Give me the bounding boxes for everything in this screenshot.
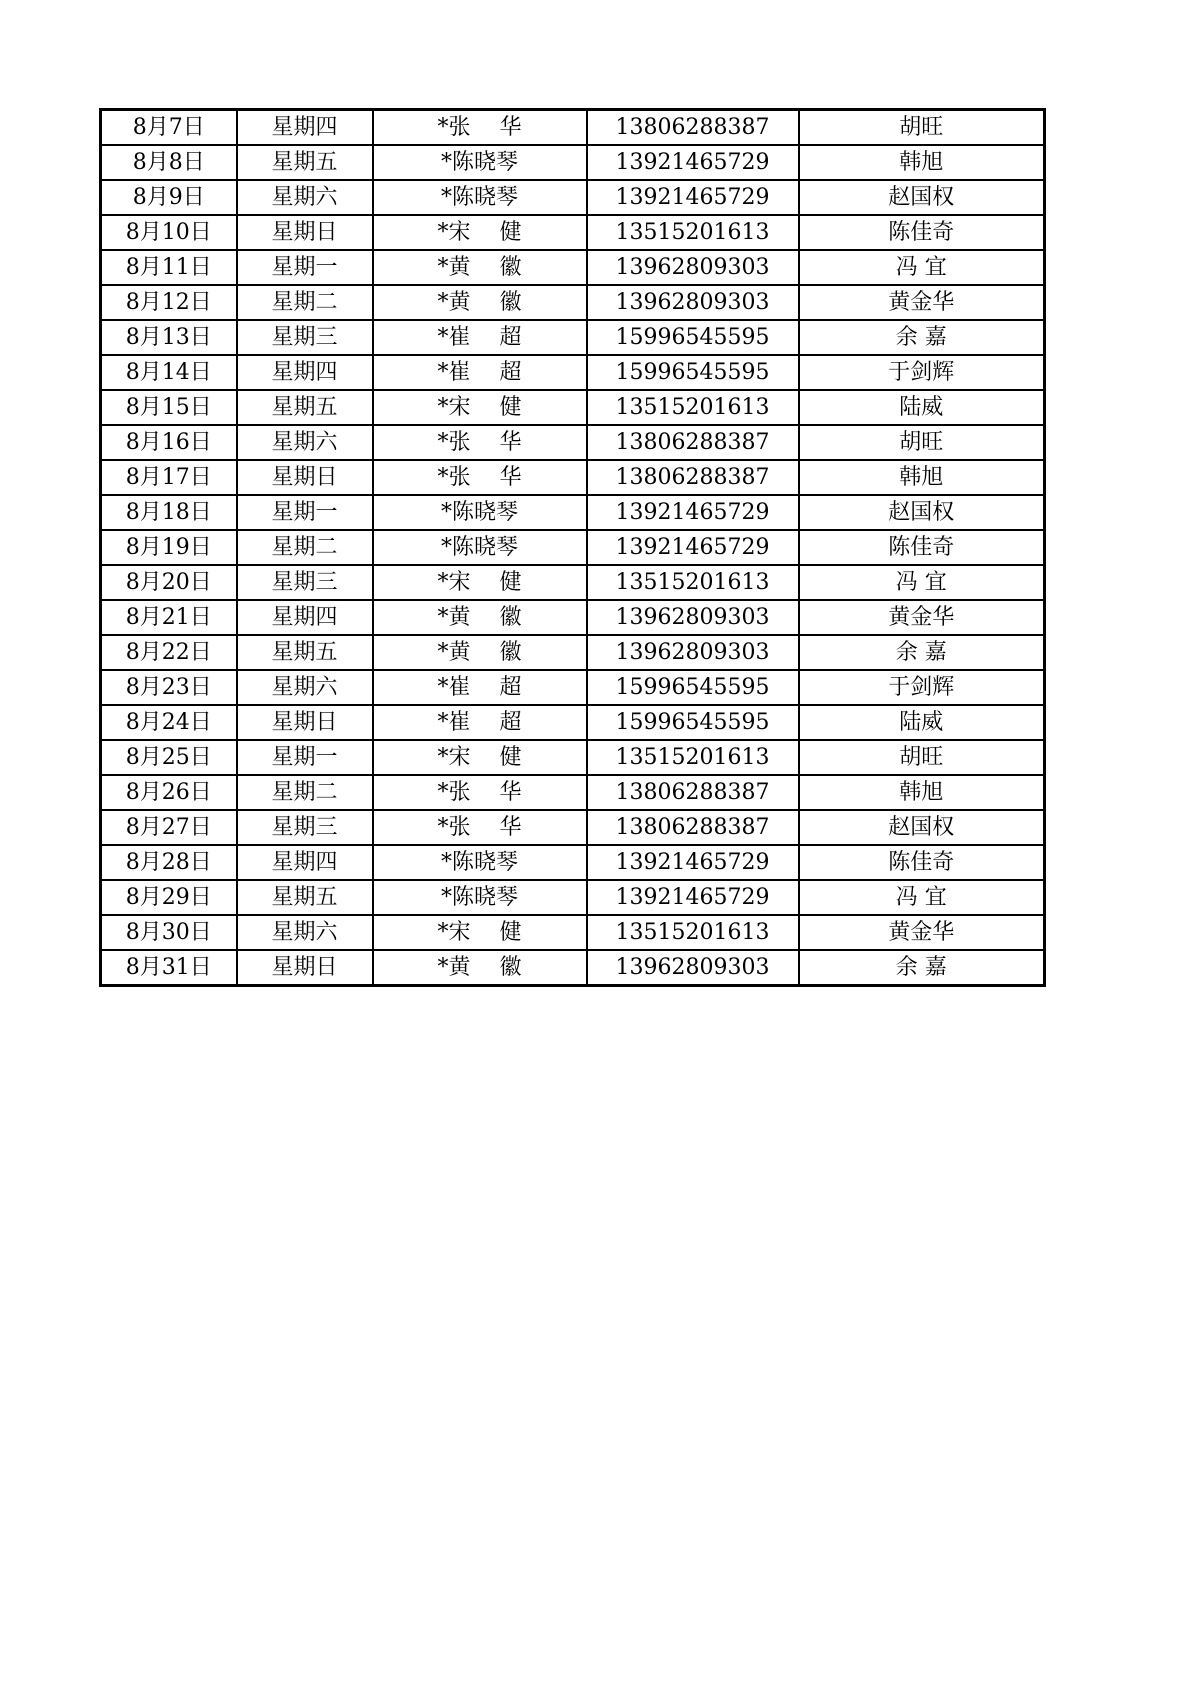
staff-cell: 余 嘉 (799, 635, 1045, 670)
date-cell: 8月11日 (101, 250, 237, 285)
table-row (101, 495, 1045, 530)
weekday-cell: 星期五 (237, 390, 373, 425)
leader-cell: *陈晓琴 (373, 145, 587, 180)
table-row (101, 145, 1045, 180)
weekday-cell: 星期四 (237, 845, 373, 880)
phone-cell: 13806288387 (587, 775, 799, 810)
table-row (101, 460, 1045, 495)
leader-cell: *崔 超 (373, 705, 587, 740)
leader-cell: *陈晓琴 (373, 530, 587, 565)
date-cell: 8月29日 (101, 880, 237, 915)
table-row (101, 180, 1045, 215)
weekday-cell: 星期六 (237, 180, 373, 215)
staff-cell: 韩旭 (799, 775, 1045, 810)
weekday-cell: 星期日 (237, 950, 373, 986)
staff-cell: 冯 宜 (799, 250, 1045, 285)
leader-cell: *崔 超 (373, 320, 587, 355)
phone-cell: 13515201613 (587, 740, 799, 775)
weekday-cell: 星期日 (237, 460, 373, 495)
phone-cell: 13962809303 (587, 285, 799, 320)
weekday-cell: 星期二 (237, 530, 373, 565)
weekday-cell: 星期一 (237, 495, 373, 530)
staff-cell: 赵国权 (799, 495, 1045, 530)
date-cell: 8月10日 (101, 215, 237, 250)
date-cell: 8月8日 (101, 145, 237, 180)
date-cell: 8月25日 (101, 740, 237, 775)
phone-cell: 13515201613 (587, 390, 799, 425)
phone-cell: 13515201613 (587, 215, 799, 250)
phone-cell: 15996545595 (587, 355, 799, 390)
table-row (101, 110, 1045, 146)
duty-roster-table (99, 108, 1046, 987)
staff-cell: 胡旺 (799, 425, 1045, 460)
staff-cell: 赵国权 (799, 180, 1045, 215)
leader-cell: *崔 超 (373, 670, 587, 705)
staff-cell: 冯 宜 (799, 880, 1045, 915)
weekday-cell: 星期六 (237, 915, 373, 950)
date-cell: 8月23日 (101, 670, 237, 705)
staff-cell: 于剑辉 (799, 670, 1045, 705)
staff-cell: 赵国权 (799, 810, 1045, 845)
weekday-cell: 星期日 (237, 705, 373, 740)
table-row (101, 950, 1045, 986)
phone-cell: 13962809303 (587, 635, 799, 670)
date-cell: 8月30日 (101, 915, 237, 950)
staff-cell: 韩旭 (799, 460, 1045, 495)
staff-cell: 陆威 (799, 390, 1045, 425)
phone-cell: 13921465729 (587, 530, 799, 565)
date-cell: 8月19日 (101, 530, 237, 565)
date-cell: 8月28日 (101, 845, 237, 880)
table-row (101, 915, 1045, 950)
date-cell: 8月7日 (101, 110, 237, 146)
leader-cell: *黄 徽 (373, 635, 587, 670)
weekday-cell: 星期一 (237, 250, 373, 285)
table-row (101, 740, 1045, 775)
weekday-cell: 星期三 (237, 320, 373, 355)
staff-cell: 陆威 (799, 705, 1045, 740)
phone-cell: 13962809303 (587, 250, 799, 285)
table-row (101, 215, 1045, 250)
weekday-cell: 星期五 (237, 880, 373, 915)
leader-cell: *陈晓琴 (373, 845, 587, 880)
date-cell: 8月16日 (101, 425, 237, 460)
phone-cell: 13806288387 (587, 110, 799, 146)
staff-cell: 冯 宜 (799, 565, 1045, 600)
phone-cell: 13962809303 (587, 950, 799, 986)
date-cell: 8月13日 (101, 320, 237, 355)
weekday-cell: 星期一 (237, 740, 373, 775)
table-row (101, 670, 1045, 705)
table-row (101, 845, 1045, 880)
table-row (101, 705, 1045, 740)
staff-cell: 陈佳奇 (799, 845, 1045, 880)
phone-cell: 13962809303 (587, 600, 799, 635)
staff-cell: 胡旺 (799, 740, 1045, 775)
leader-cell: *陈晓琴 (373, 495, 587, 530)
date-cell: 8月31日 (101, 950, 237, 986)
table-row (101, 390, 1045, 425)
date-cell: 8月21日 (101, 600, 237, 635)
leader-cell: *张 华 (373, 425, 587, 460)
roster-body (101, 110, 1045, 986)
phone-cell: 13921465729 (587, 880, 799, 915)
staff-cell: 韩旭 (799, 145, 1045, 180)
phone-cell: 13515201613 (587, 915, 799, 950)
table-row (101, 250, 1045, 285)
leader-cell: *陈晓琴 (373, 880, 587, 915)
phone-cell: 15996545595 (587, 670, 799, 705)
phone-cell: 13806288387 (587, 810, 799, 845)
leader-cell: *宋 健 (373, 390, 587, 425)
leader-cell: *黄 徽 (373, 600, 587, 635)
weekday-cell: 星期六 (237, 425, 373, 460)
table-row (101, 425, 1045, 460)
table-row (101, 600, 1045, 635)
phone-cell: 13806288387 (587, 460, 799, 495)
weekday-cell: 星期四 (237, 600, 373, 635)
phone-cell: 13921465729 (587, 495, 799, 530)
phone-cell: 15996545595 (587, 705, 799, 740)
leader-cell: *宋 健 (373, 915, 587, 950)
date-cell: 8月26日 (101, 775, 237, 810)
leader-cell: *黄 徽 (373, 950, 587, 986)
weekday-cell: 星期日 (237, 215, 373, 250)
date-cell: 8月27日 (101, 810, 237, 845)
weekday-cell: 星期四 (237, 355, 373, 390)
leader-cell: *宋 健 (373, 740, 587, 775)
leader-cell: *宋 健 (373, 565, 587, 600)
staff-cell: 黄金华 (799, 915, 1045, 950)
weekday-cell: 星期三 (237, 810, 373, 845)
staff-cell: 黄金华 (799, 600, 1045, 635)
leader-cell: *张 华 (373, 110, 587, 146)
table-row (101, 355, 1045, 390)
staff-cell: 余 嘉 (799, 320, 1045, 355)
staff-cell: 陈佳奇 (799, 215, 1045, 250)
date-cell: 8月20日 (101, 565, 237, 600)
phone-cell: 13921465729 (587, 145, 799, 180)
phone-cell: 13515201613 (587, 565, 799, 600)
date-cell: 8月18日 (101, 495, 237, 530)
table-row (101, 565, 1045, 600)
table-row (101, 635, 1045, 670)
weekday-cell: 星期二 (237, 285, 373, 320)
leader-cell: *张 华 (373, 460, 587, 495)
table-row (101, 285, 1045, 320)
weekday-cell: 星期六 (237, 670, 373, 705)
phone-cell: 13921465729 (587, 180, 799, 215)
date-cell: 8月14日 (101, 355, 237, 390)
date-cell: 8月12日 (101, 285, 237, 320)
staff-cell: 陈佳奇 (799, 530, 1045, 565)
leader-cell: *黄 徽 (373, 250, 587, 285)
weekday-cell: 星期四 (237, 110, 373, 146)
staff-cell: 于剑辉 (799, 355, 1045, 390)
date-cell: 8月24日 (101, 705, 237, 740)
staff-cell: 胡旺 (799, 110, 1045, 146)
table-row (101, 320, 1045, 355)
phone-cell: 13806288387 (587, 425, 799, 460)
leader-cell: *张 华 (373, 810, 587, 845)
date-cell: 8月9日 (101, 180, 237, 215)
leader-cell: *张 华 (373, 775, 587, 810)
weekday-cell: 星期五 (237, 635, 373, 670)
phone-cell: 13921465729 (587, 845, 799, 880)
leader-cell: *黄 徽 (373, 285, 587, 320)
leader-cell: *宋 健 (373, 215, 587, 250)
staff-cell: 黄金华 (799, 285, 1045, 320)
leader-cell: *崔 超 (373, 355, 587, 390)
date-cell: 8月15日 (101, 390, 237, 425)
staff-cell: 余 嘉 (799, 950, 1045, 986)
date-cell: 8月22日 (101, 635, 237, 670)
table-row (101, 880, 1045, 915)
table-row (101, 775, 1045, 810)
weekday-cell: 星期五 (237, 145, 373, 180)
weekday-cell: 星期三 (237, 565, 373, 600)
leader-cell: *陈晓琴 (373, 180, 587, 215)
date-cell: 8月17日 (101, 460, 237, 495)
table-row (101, 530, 1045, 565)
table-row (101, 810, 1045, 845)
weekday-cell: 星期二 (237, 775, 373, 810)
phone-cell: 15996545595 (587, 320, 799, 355)
